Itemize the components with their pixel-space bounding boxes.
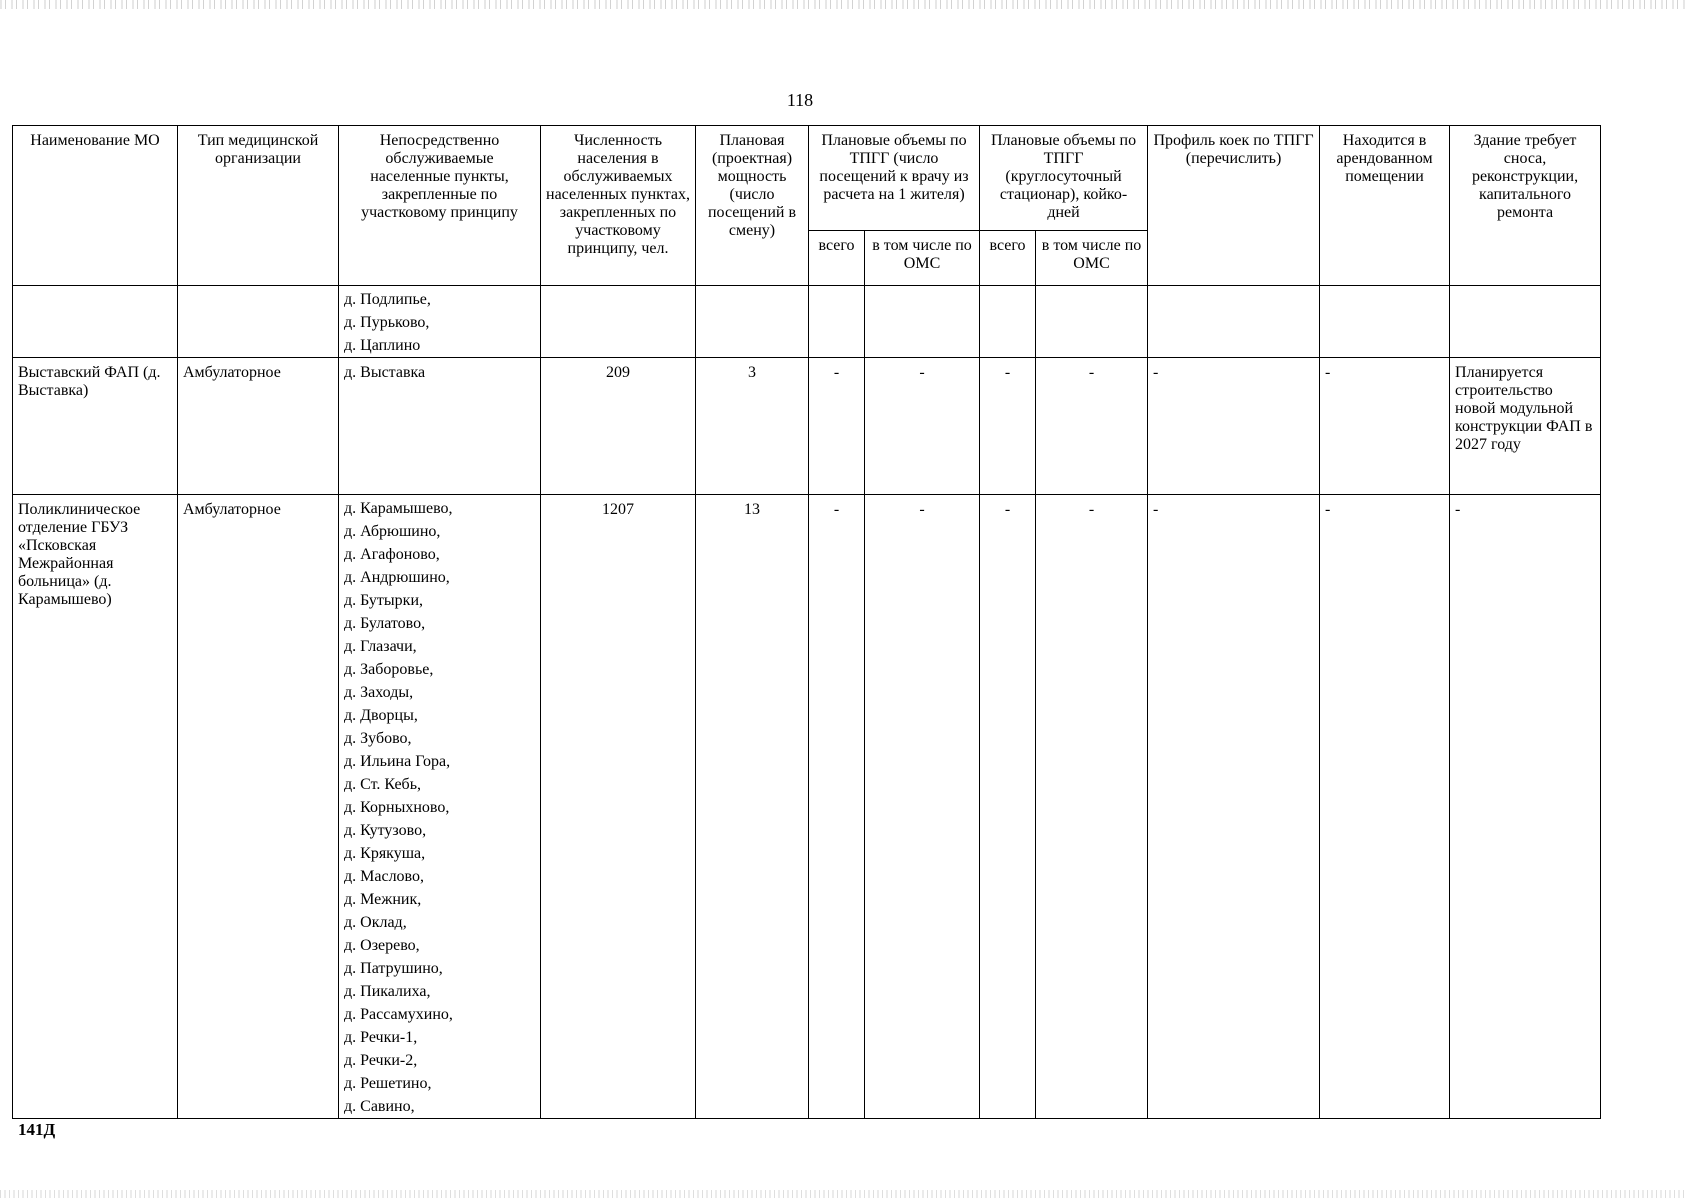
settlement-item: д. Карамышево,	[344, 500, 453, 517]
cell-beds-oms: -	[1036, 495, 1148, 1119]
settlement-item: д. Межник,	[344, 891, 422, 908]
settlement-item: д. Савино,	[344, 1098, 415, 1115]
cell-visits-total: -	[809, 495, 865, 1119]
settlement-item: д. Булатово,	[344, 615, 426, 632]
table-row	[13, 286, 1601, 358]
settlement-item: д. Речки-2,	[344, 1052, 418, 1069]
header-visits-total: всего	[809, 231, 865, 286]
header-bed-profile: Профиль коек по ТПГГ (перечислить)	[1148, 126, 1320, 286]
cell-beds-oms	[1036, 286, 1148, 358]
settlement-item: д. Заходы,	[344, 684, 414, 701]
settlement-item: д. Патрушино,	[344, 960, 443, 977]
header-building: Здание требует сноса, реконструкции, капитального ремонта	[1450, 126, 1601, 286]
table-row	[13, 495, 1601, 1119]
cell-building	[1450, 286, 1601, 358]
cell-rented: -	[1320, 495, 1450, 1119]
settlement-item: д. Кутузово,	[344, 822, 427, 839]
cell-visits-oms: -	[865, 358, 980, 495]
settlement-item: д. Ст. Кебь,	[344, 776, 421, 793]
cell-bed-profile	[1148, 286, 1320, 358]
settlement-item: д. Андрюшино,	[344, 569, 450, 586]
cell-type: Амбулаторное	[178, 358, 339, 495]
cell-bed-profile: -	[1148, 495, 1320, 1119]
cell-name: Поликлиническое отделение ГБУЗ «Псковская Межрайонная больница» (д. Карамышево)	[13, 495, 178, 1119]
settlement-item: д. Рассамухино,	[344, 1006, 453, 1023]
settlement-item: д. Ильина Гора,	[344, 753, 451, 770]
settlement-item: д. Корныхново,	[344, 799, 450, 816]
cell-population: 209	[541, 358, 696, 495]
header-beds-group: Плановые объемы по ТПГГ (круглосуточный стационар), койко-дней	[980, 126, 1148, 231]
settlement-item: д. Подлипье,	[344, 291, 431, 308]
header-beds-oms: в том числе по ОМС	[1036, 231, 1148, 286]
cell-bed-profile: -	[1148, 358, 1320, 495]
cell-visits-total	[809, 286, 865, 358]
cell-visits-oms: -	[865, 495, 980, 1119]
cell-settlements	[339, 286, 541, 358]
settlement-item: д. Пикалиха,	[344, 983, 431, 1000]
header-beds-total: всего	[980, 231, 1036, 286]
cell-population	[541, 286, 696, 358]
settlement-item: д. Крякуша,	[344, 845, 426, 862]
settlement-item: д. Пурьково,	[344, 314, 430, 331]
scan-edge-bottom	[0, 1190, 1686, 1198]
cell-type: Амбулаторное	[178, 495, 339, 1119]
cell-settlements	[339, 495, 541, 1119]
header-rented: Находится в арендованном помещении	[1320, 126, 1450, 286]
settlement-item: д. Заборовье,	[344, 661, 434, 678]
medical-organizations-table	[12, 125, 1601, 1119]
header-visits-group: Плановые объемы по ТПГГ (число посещений к врачу из расчета на 1 жителя)	[809, 126, 980, 231]
page-number: 118	[786, 90, 814, 110]
header-name: Наименование МО	[13, 126, 178, 286]
cell-name	[13, 286, 178, 358]
settlement-item: д. Оклад,	[344, 914, 407, 931]
header-population: Численность населения в обслуживаемых населенных пунктах, закрепленных по участковому принципу, чел.	[541, 126, 696, 286]
cell-capacity	[696, 286, 809, 358]
cell-beds-total: -	[980, 495, 1036, 1119]
cell-name: Выставский ФАП (д. Выставка)	[13, 358, 178, 495]
cell-population: 1207	[541, 495, 696, 1119]
settlement-item: д. Решетино,	[344, 1075, 432, 1092]
cell-rented	[1320, 286, 1450, 358]
header-type: Тип медицинской организации	[178, 126, 339, 286]
header-settlements: Непосредственно обслуживаемые населенные пункты, закрепленные по участковому принципу	[339, 126, 541, 286]
cell-building: Планируется строительство новой модульной конструкции ФАП в 2027 году	[1450, 358, 1601, 495]
header-visits-oms: в том числе по ОМС	[865, 231, 980, 286]
settlement-item: д. Бутырки,	[344, 592, 424, 609]
cell-type	[178, 286, 339, 358]
settlement-item: д. Глазачи,	[344, 638, 417, 655]
cell-beds-total	[980, 286, 1036, 358]
cell-beds-oms: -	[1036, 358, 1148, 495]
settlement-item: д. Выставка	[344, 364, 426, 381]
settlement-item: д. Абрюшино,	[344, 523, 441, 540]
settlement-item: д. Озерево,	[344, 937, 420, 954]
cell-visits-oms	[865, 286, 980, 358]
document-code: 141Д	[18, 1120, 56, 1139]
cell-rented: -	[1320, 358, 1450, 495]
cell-capacity: 13	[696, 495, 809, 1119]
cell-settlements	[339, 358, 541, 495]
settlement-item: д. Зубово,	[344, 730, 412, 747]
cell-capacity: 3	[696, 358, 809, 495]
settlement-item: д. Цаплино	[344, 337, 421, 354]
settlement-item: д. Речки-1,	[344, 1029, 418, 1046]
table-row	[13, 358, 1601, 495]
header-capacity: Плановая (проектная) мощность (число посещений в смену)	[696, 126, 809, 286]
cell-building: -	[1450, 495, 1601, 1119]
scan-edge-top	[0, 0, 1686, 9]
settlement-item: д. Маслово,	[344, 868, 424, 885]
cell-visits-total: -	[809, 358, 865, 495]
cell-beds-total: -	[980, 358, 1036, 495]
settlement-item: д. Дворцы,	[344, 707, 418, 724]
settlement-item: д. Агафоново,	[344, 546, 440, 563]
